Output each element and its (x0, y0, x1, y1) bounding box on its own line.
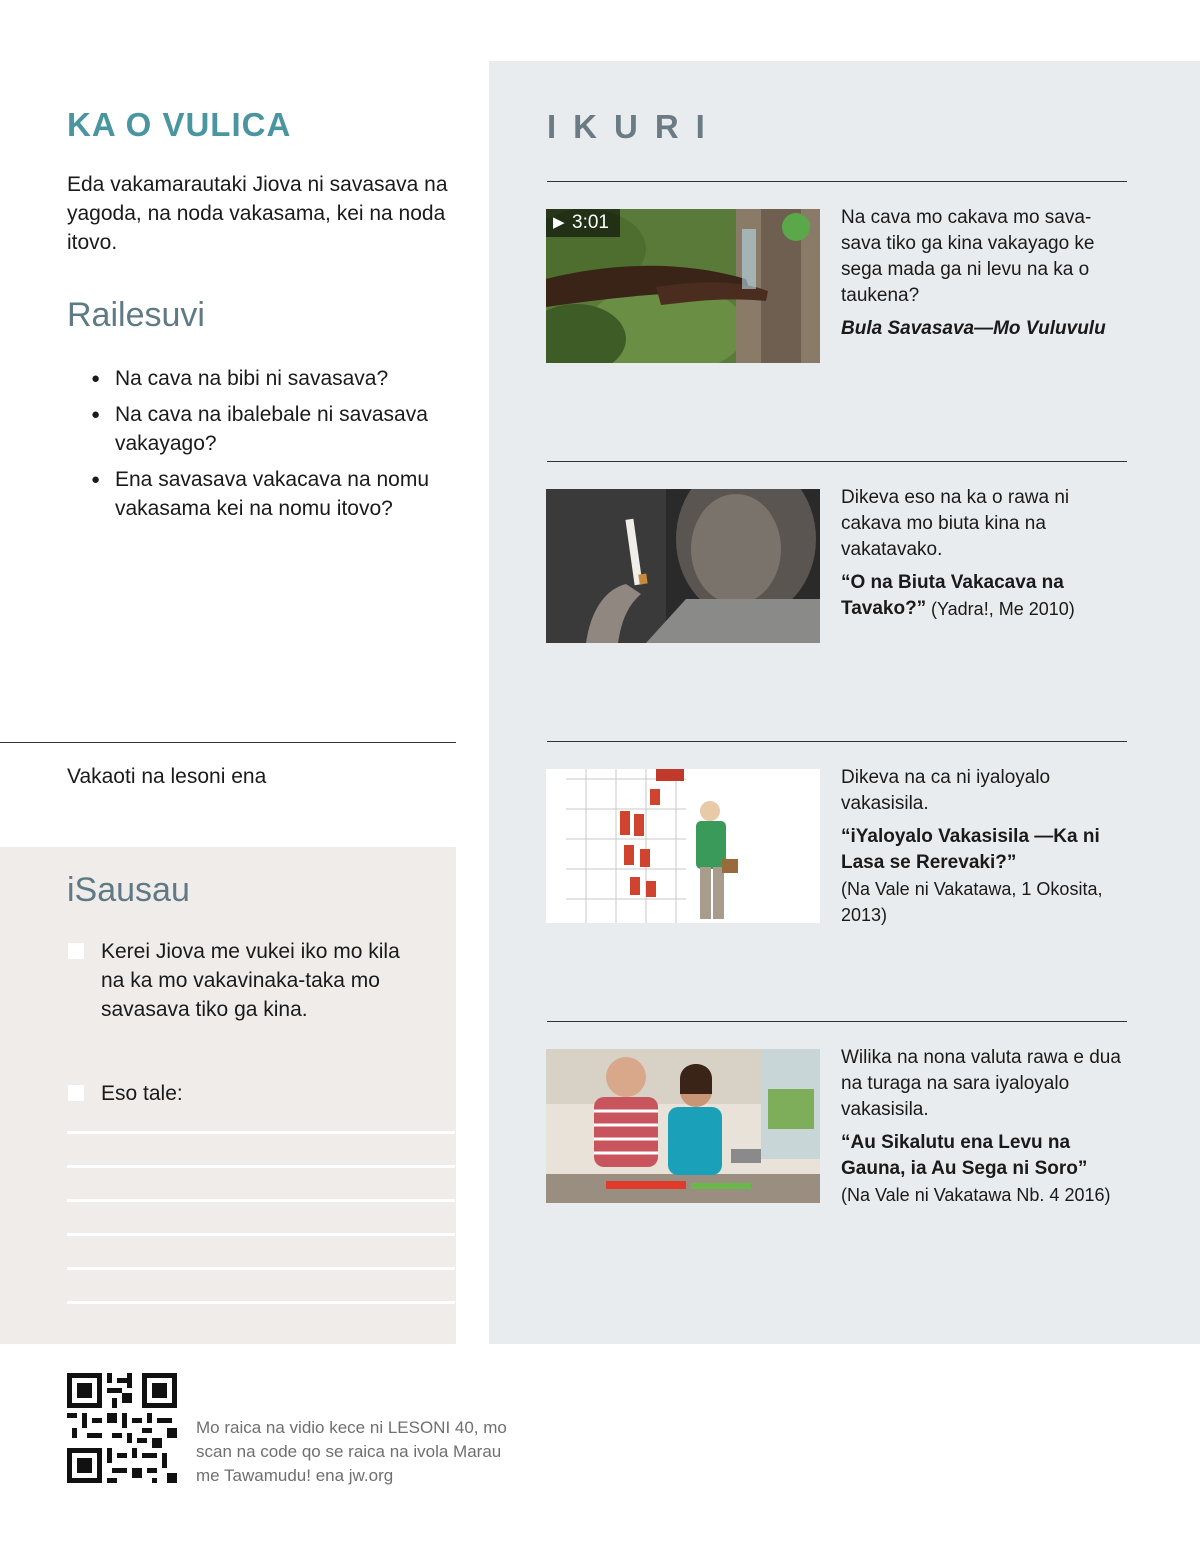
write-in-line[interactable] (67, 1233, 455, 1236)
write-in-line[interactable] (67, 1267, 455, 1270)
review-heading: Railesuvi (67, 296, 205, 334)
lesson-summary: Eda vakamarautaki Jiova ni savasava na yagoda, na noda vakasama, kei na noda itovo. (67, 173, 448, 254)
resource-description: Wilika na nona valuta rawa e dua na turaga na sara iyaloyalo vakasisila. (841, 1047, 1121, 1120)
other-goal-checkbox[interactable] (68, 1085, 84, 1101)
resource-description: Dikeva na ca ni iyaloyalo vakasisila. (841, 767, 1051, 814)
resources-heading: IKURI (547, 108, 722, 145)
divider (547, 741, 1127, 742)
play-icon: ▶ (553, 214, 565, 231)
goal-item: Kerei Jiova me vukei iko mo kila na ka mo vakavinaka-taka mo savasava tiko ga kina. (101, 940, 400, 1021)
divider (547, 181, 1127, 182)
divider (547, 461, 1127, 462)
resource-source: (Na Vale ni Vakatawa Nb. 4 2016) (841, 1185, 1111, 1205)
man-holding-cigarette-photo (546, 489, 820, 643)
review-question: ● Na cava na bibi ni savasava? (67, 364, 462, 393)
couple-in-kitchen-photo (546, 1049, 820, 1203)
qr-code-icon[interactable] (67, 1373, 177, 1483)
resource-title[interactable]: “O na Biuta Vakacava na Tavako?” (841, 572, 1064, 619)
article-thumbnail[interactable] (546, 489, 820, 643)
article-thumbnail[interactable] (546, 769, 820, 923)
divider (547, 1021, 1127, 1022)
write-in-line[interactable] (67, 1301, 455, 1304)
write-in-line[interactable] (67, 1165, 455, 1168)
resource-title[interactable]: “Au Sikalutu ena Levu na Gauna, ia Au Sega ni Soro” (841, 1132, 1088, 1179)
footer-note: Mo raica na vidio kece ni LESONI 40, mo scan na code qo se raica na ivola Marau me Tawamudu! ena jw.org (196, 1418, 507, 1485)
resource-description: Na cava mo cakava mo sava-sava tiko ga kina vakayago ke sega mada ga ni levu na ka o taukena? (841, 207, 1095, 306)
goal-heading: iSausau (67, 871, 190, 909)
article-thumbnail[interactable] (546, 1049, 820, 1203)
resource-source: (Yadra!, Me 2010) (931, 599, 1075, 619)
qr-code-graphic (67, 1373, 177, 1483)
lesson-title: KA O VULICA (67, 106, 292, 143)
resource-title[interactable]: Bula Savasava—Mo Vuluvulu (841, 318, 1106, 339)
review-question: ● Ena savasava vakacava na nomu vakasama kei na nomu itovo? (67, 465, 462, 523)
resource-title[interactable]: “iYaloyalo Vakasisila —Ka ni Lasa se Rerevaki?” (841, 826, 1100, 873)
resource-source: (Na Vale ni Vakatawa, 1 Okosita, 2013) (841, 879, 1103, 925)
resource-description: Dikeva eso na ka o rawa ni cakava mo biuta kina na vakatavako. (841, 487, 1070, 560)
duration-badge (546, 209, 620, 237)
completion-date-label: Vakaoti na lesoni ena (67, 765, 267, 788)
video-thumbnail[interactable] (546, 209, 820, 363)
other-goal-label: Eso tale: (101, 1082, 183, 1105)
goal-checkbox[interactable] (68, 943, 84, 959)
write-in-line[interactable] (67, 1131, 455, 1134)
man-with-phone-illustration (546, 769, 820, 923)
divider (0, 742, 456, 743)
review-questions (67, 364, 462, 530)
review-question: ● Na cava na ibalebale ni savasava vakayago? (67, 400, 462, 458)
video-duration: 3:01 (572, 212, 609, 233)
write-in-line[interactable] (67, 1199, 455, 1202)
